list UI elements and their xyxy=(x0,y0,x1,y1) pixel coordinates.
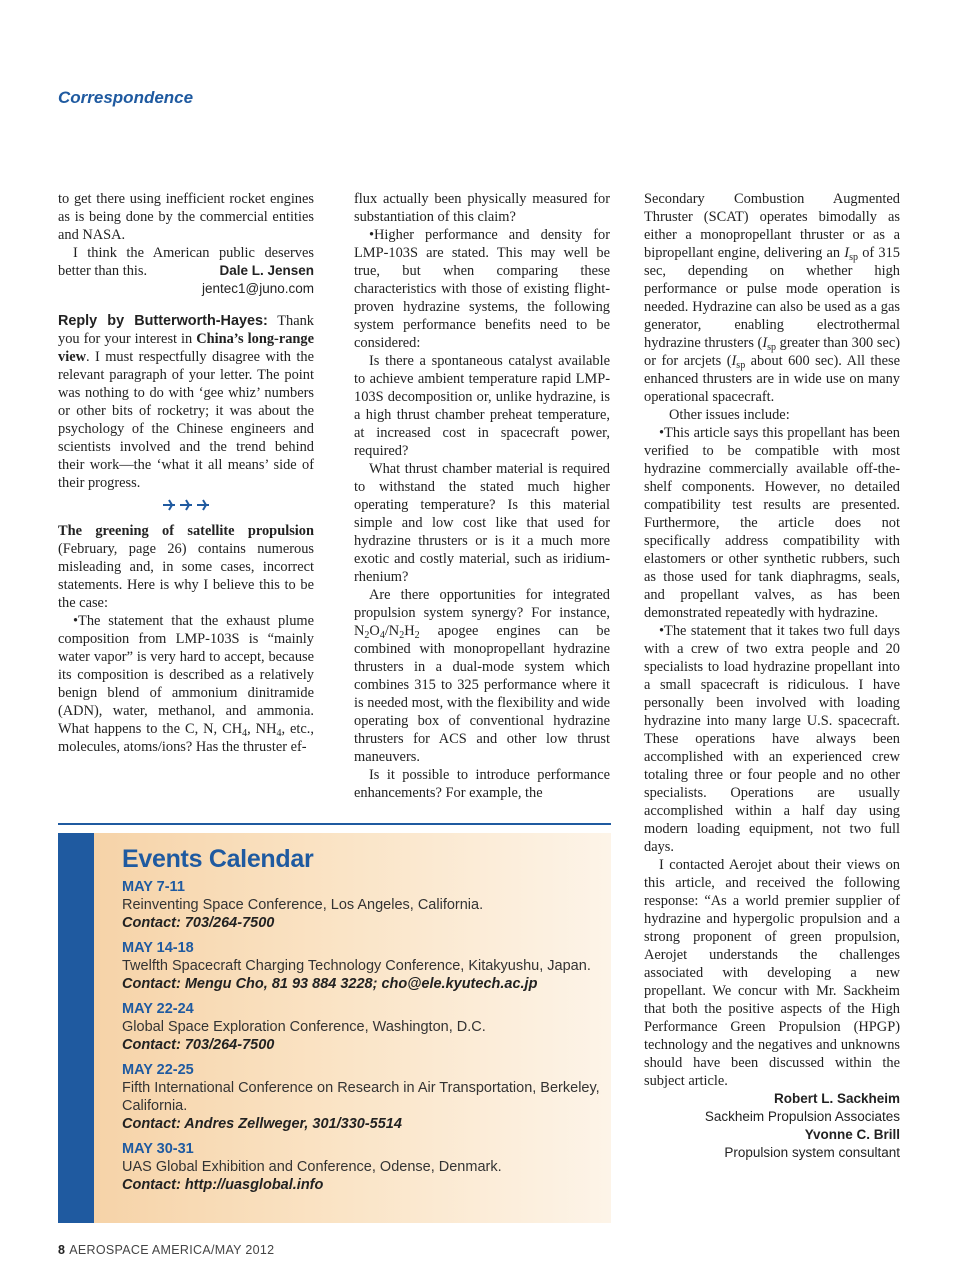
signature-name: Dale L. Jensen xyxy=(219,263,314,278)
event-date: MAY 30-31 xyxy=(122,1141,194,1157)
events-calendar-box xyxy=(58,823,611,1223)
event-contact: Contact: Mengu Cho, 81 93 884 3228; cho@ele.kyutech.ac.jp xyxy=(122,976,538,992)
column-3 xyxy=(644,190,900,1162)
paragraph: I contacted Aerojet about their views on this article, and received the following response: “As a world premier supplier of hydrazine and hypergolic propulsion and a strong proponent of green propulsion, Aerojet understands the challenges associated with developing a new propellant. We concur with Mr. Sackheim that both the positive aspects of the High Performance Green Propulsion (HPGP) technology and the negatives and unknowns should have been discussed within the subject article. xyxy=(644,857,900,1089)
event-contact: Contact: 703/264-7500 xyxy=(122,915,275,931)
accent-bar xyxy=(58,833,94,1223)
paragraph: Is there a spontaneous catalyst available to achieve ambient temperature rapid LMP-103S decomposition or, unlike hydrazine, is a high thrust chamber preheat temperature, at increased cost in spacecraft power, required? xyxy=(354,353,610,459)
event-name: Global Space Exploration Conference, Washington, D.C. xyxy=(122,1019,486,1035)
event-name: Reinventing Space Conference, Los Angeles, California. xyxy=(122,897,484,913)
paragraph: What thrust chamber material is required to withstand the stated much higher operating temperature? Is this material simple and low cost like that used for hydrazine thrusters or is it a much more exotic and costly material, such as iridium-rhenium? xyxy=(354,461,610,585)
article-reference: The greening of satellite propulsion xyxy=(58,523,314,539)
event-date: MAY 22-25 xyxy=(122,1062,194,1078)
column-1 xyxy=(58,190,314,756)
paragraph: flux actually been physically measured for substantiation of this claim? xyxy=(354,191,610,225)
event-item xyxy=(122,1140,602,1194)
paragraph: Is it possible to introduce performance enhancements? For example, the xyxy=(354,767,610,801)
page-number: 8 xyxy=(58,1243,66,1257)
paragraph: to get there using inefficient rocket engines as is being done by the commercial entities and NASA. xyxy=(58,191,314,243)
airplane-ornament-icon xyxy=(58,498,314,518)
event-item xyxy=(122,1061,602,1133)
event-date: MAY 22-24 xyxy=(122,1001,194,1017)
event-item xyxy=(122,939,602,993)
paragraph: Secondary Combustion Augmented Thruster (SCAT) operates bimodally as either a monopropellant thruster or as a bipropellant engine, delivering an $I_{sp}$ of 315 sec, depending on whether high performance or pulse mode operation is needed. Hydrazine can also be used as a gas generator, enabling electrothermal hydrazine thrusters ($I_{sp}$ greater than 300 sec) or for arcjets ($I_{sp}$ about 600 sec). All these enhanced thrusters are in wide use on many operational spacecraft. xyxy=(644,191,901,405)
reply-lead: Reply by Butterworth-Hayes: xyxy=(58,313,268,329)
reply-paragraph: Reply by Butterworth-Hayes: Thank you for your interest in China’s long-range view. I must respectfully disagree with the relevant paragraph of your letter. The point was nothing to do with ‘gee whiz’ numbers or other bits of rocketry; it was about the psychology of the Chinese engineers and scientists involved and the trend behind their work—the ‘what it all means’ side of their progress. xyxy=(58,313,314,491)
paragraph: The greening of satellite propulsion (February, page 26) contains numerous misleading and, in some cases, incorrect statements. Here is why I believe this to be the case: xyxy=(58,523,314,611)
divider xyxy=(58,823,611,825)
paragraph: •The statement that it takes two full days with a crew of two extra people and 20 specialists to load hydrazine propellant into a small spacecraft is ridiculous. I have personally been involved with loading hydrazine into many large U.S. spacecraft. These operations have always been accomplished with an experienced crew totaling three or four people and no other specialists. Operations are usually accomplished within a half day using modern loading equipment, not two full days. xyxy=(644,623,900,855)
signature-name: Robert L. Sackheim xyxy=(773,1091,900,1106)
paragraph: •Higher performance and density for LMP-103S are stated. This may well be true, but when comparing these characteristics with those of existing flight-proven hydrazine systems, the following system performance benefits need to be considered: xyxy=(354,227,610,351)
event-contact: Contact: http://uasglobal.info xyxy=(122,1177,324,1193)
events-title: Events Calendar xyxy=(122,845,314,873)
event-name: Fifth International Conference on Research in Air Transportation, Berkeley, California. xyxy=(122,1080,600,1114)
signature-email: jentec1@juno.com xyxy=(201,281,314,296)
signature-name: Yvonne C. Brill xyxy=(804,1127,900,1142)
event-date: MAY 7-11 xyxy=(122,879,185,895)
section-title: Correspondence xyxy=(58,88,194,107)
article-reference: China’s long-range view xyxy=(58,331,314,365)
signature-org: Sackheim Propulsion Associates xyxy=(704,1109,900,1124)
event-item xyxy=(122,1000,602,1054)
paragraph: Are there opportunities for integrated propulsion system synergy? For instance, $N_2O_4/N_2H_2$ apogee engines can be combined with monopropellant hydrazine thrusters in a dual-mode system which combines 315 to 325 performance where it is needed most, with the flexibility and wide operating box of conventional hydrazine thrusters for ACS and other low thrust maneuvers. xyxy=(354,587,610,765)
event-contact: Contact: Andres Zellweger, 301/330-5514 xyxy=(122,1116,402,1132)
publication-info: AEROSPACE AMERICA/MAY 2012 xyxy=(69,1243,275,1257)
column-2 xyxy=(354,190,610,802)
event-date: MAY 14-18 xyxy=(122,940,194,956)
paragraph: •The statement that the exhaust plume composition from LMP-103S is “mainly water vapor” is very hard to accept, because its composition is described as a relatively benign blend of ammonium dinitramide (ADN), water, methanol, and ammonia. What happens to the C, N, $CH_4$, $NH_4$, etc., molecules, atoms/ions? Has the thruster ef- xyxy=(58,613,315,755)
events-content xyxy=(122,845,602,1201)
paragraph: •This article says this propellant has been verified to be compatible with most hydrazine commercially available off-the-shelf components. However, no detailed compatibility test results are presented. Furthermore, the article does not specifically address compatibility with elastomers or other synthetic rubbers, such as those used for tank diaphragms, seals, and propellant valves, as has been demonstrated repeatedly with hydrazine. xyxy=(644,425,900,621)
signature-org: Propulsion system consultant xyxy=(724,1145,900,1160)
page-footer xyxy=(58,1243,274,1257)
event-contact: Contact: 703/264-7500 xyxy=(122,1037,275,1053)
event-name: Twelfth Spacecraft Charging Technology Conference, Kitakyushu, Japan. xyxy=(122,958,591,974)
paragraph: Other issues include: xyxy=(669,407,790,423)
paragraph: I think the American public deserves better than this. Dale L. Jensen xyxy=(58,245,314,279)
event-name: UAS Global Exhibition and Conference, Odense, Denmark. xyxy=(122,1159,502,1175)
event-item xyxy=(122,878,602,932)
